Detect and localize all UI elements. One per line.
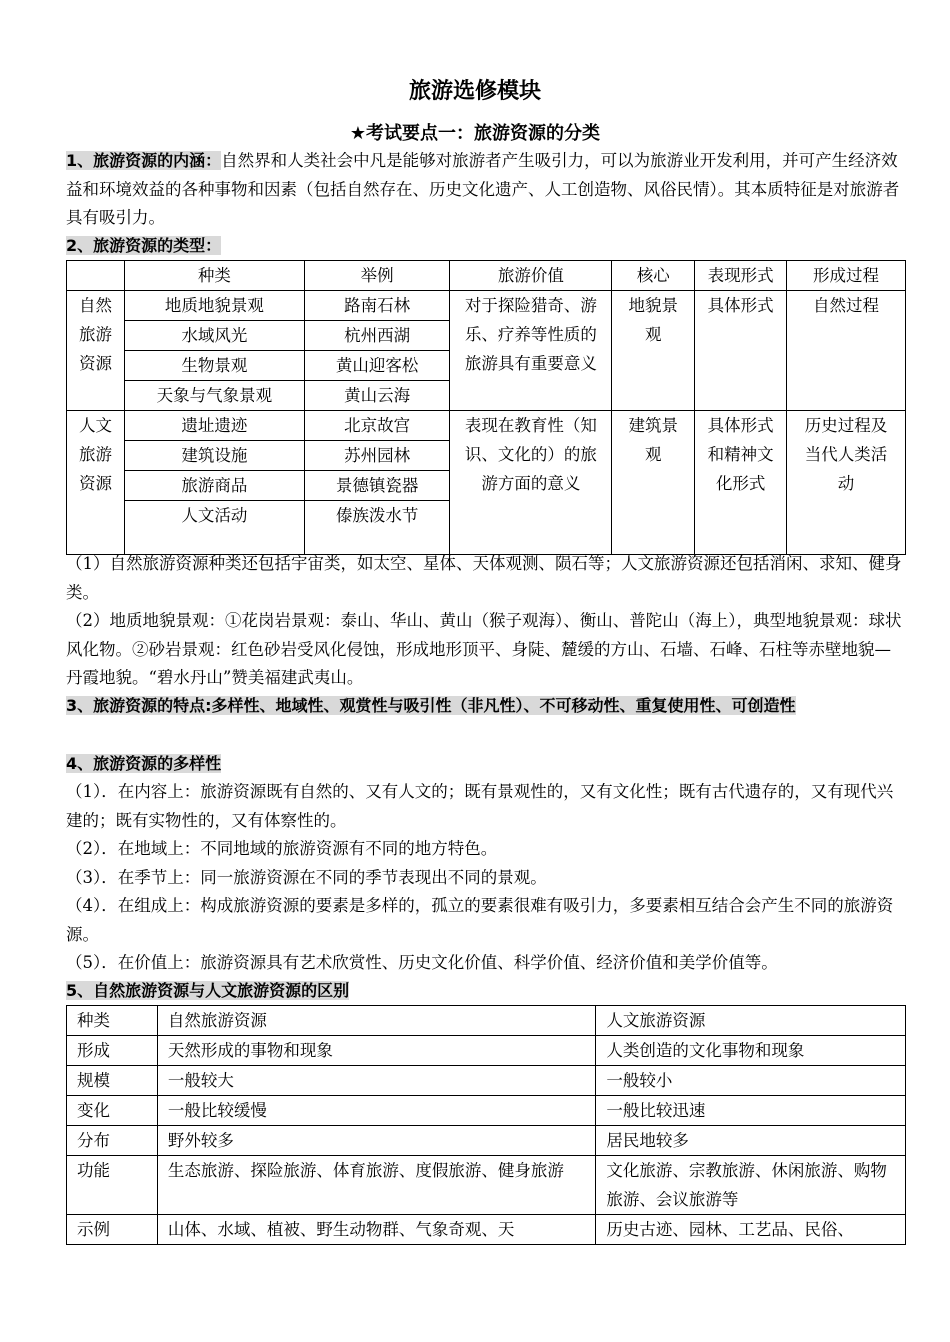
natural-cell: 自然旅游资源 bbox=[157, 1006, 595, 1036]
row-label-cell: 功能 bbox=[67, 1156, 158, 1215]
natural-cell: 天然形成的事物和现象 bbox=[157, 1036, 595, 1066]
section-2-heading-line bbox=[66, 232, 906, 261]
section-3 bbox=[66, 692, 906, 721]
table-row bbox=[67, 411, 906, 441]
kind-cell: 旅游商品 bbox=[124, 471, 304, 501]
row-label-cell: 分布 bbox=[67, 1126, 158, 1156]
resource-type-table bbox=[66, 260, 906, 555]
human-cell: 文化旅游、宗教旅游、休闲旅游、购物旅游、会议旅游等 bbox=[596, 1156, 906, 1215]
table-row bbox=[67, 1156, 906, 1215]
example-cell: 苏州园林 bbox=[304, 441, 450, 471]
section-1-heading: 1、旅游资源的内涵： bbox=[66, 151, 222, 170]
section-5-heading: 5、自然旅游资源与人文旅游资源的区别 bbox=[66, 981, 350, 1000]
kind-cell: 人文活动 bbox=[124, 501, 304, 555]
example-cell: 路南石林 bbox=[304, 291, 450, 321]
example-cell: 北京故宫 bbox=[304, 411, 450, 441]
note-1: （1）自然旅游资源种类还包括宇宙类，如太空、星体、天体观测、陨石等；人文旅游资源还包括消闲、求知、健身类。 bbox=[66, 554, 902, 602]
core-cell: 建筑景观 bbox=[612, 411, 695, 555]
page-title: 旅游选修模块 bbox=[408, 79, 541, 104]
table-row bbox=[67, 1066, 906, 1096]
natural-cell: 野外较多 bbox=[157, 1126, 595, 1156]
row-label-cell: 规模 bbox=[67, 1066, 158, 1096]
form-cell: 具体形式和精神文化形式 bbox=[695, 411, 787, 555]
section-4-heading-line bbox=[66, 750, 906, 779]
table-header-row bbox=[67, 261, 906, 291]
header-cell: 核心 bbox=[612, 261, 695, 291]
row-label-cell: 变化 bbox=[67, 1096, 158, 1126]
example-cell: 黄山云海 bbox=[304, 381, 450, 411]
kind-cell: 遗址遗迹 bbox=[124, 411, 304, 441]
row-label-cell: 种类 bbox=[67, 1006, 158, 1036]
header-cell-empty bbox=[67, 261, 125, 291]
row-label-cell: 形成 bbox=[67, 1036, 158, 1066]
human-cell: 历史古迹、园林、工艺品、民俗、 bbox=[596, 1215, 906, 1245]
diversity-item: （1）．在内容上：旅游资源既有自然的、又有人文的；既有景观性的，又有文化性；既有古代遗存的，又有现代兴建的；既有实物性的，又有体察性的。 bbox=[66, 782, 894, 830]
kind-cell: 天象与气象景观 bbox=[124, 381, 304, 411]
section-5-heading-line bbox=[66, 977, 906, 1006]
diversity-item: （2）．在地域上：不同地域的旅游资源有不同的地方特色。 bbox=[66, 839, 498, 858]
natural-cell: 山体、水域、植被、野生动物群、气象奇观、天 bbox=[157, 1215, 595, 1245]
human-cell: 人文旅游资源 bbox=[596, 1006, 906, 1036]
value-cell: 表现在教育性（知识、文化的）的旅游方面的意义 bbox=[450, 411, 612, 555]
note-2: （2）地质地貌景观：①花岗岩景观：泰山、华山、黄山（猴子观海）、衡山、普陀山（海上），典型地貌景观：球状风化物。②砂岩景观：红色砂岩受风化侵蚀，形成地形顶平、身陡、麓缓的方山、石墙、石峰、石柱等赤壁地貌—丹霞地貌。“碧水丹山”赞美福建武夷山。 bbox=[66, 611, 902, 687]
natural-cell: 一般比较缓慢 bbox=[157, 1096, 595, 1126]
process-cell: 自然过程 bbox=[787, 291, 906, 411]
kind-cell: 地质地貌景观 bbox=[124, 291, 304, 321]
table-row bbox=[67, 1006, 906, 1036]
example-cell: 杭州西湖 bbox=[304, 321, 450, 351]
diversity-item: （5）．在价值上：旅游资源具有艺术欣赏性、历史文化价值、科学价值、经济价值和美学价值等。 bbox=[66, 953, 778, 972]
page-subtitle: ★考试要点一：旅游资源的分类 bbox=[349, 123, 601, 144]
kind-cell: 建筑设施 bbox=[124, 441, 304, 471]
comparison-table bbox=[66, 1005, 906, 1245]
section-2-heading: 2、旅游资源的类型： bbox=[66, 236, 222, 255]
header-cell: 举例 bbox=[304, 261, 450, 291]
section-1-text: 自然界和人类社会中凡是能够对旅游者产生吸引力，可以为旅游业开发利用，并可产生经济效益和环境效益的各种事物和因素（包括自然存在、历史文化遗产、人工创造物、风俗民情）。其本质特征是对旅游者具有吸引力。 bbox=[66, 151, 900, 227]
header-cell: 种类 bbox=[124, 261, 304, 291]
table-row bbox=[67, 1215, 906, 1245]
table-row bbox=[67, 1096, 906, 1126]
table-row bbox=[67, 1036, 906, 1066]
natural-cell: 一般较大 bbox=[157, 1066, 595, 1096]
example-cell: 黄山迎客松 bbox=[304, 351, 450, 381]
example-cell: 傣族泼水节 bbox=[304, 501, 450, 555]
human-cell: 一般比较迅速 bbox=[596, 1096, 906, 1126]
kind-cell: 生物景观 bbox=[124, 351, 304, 381]
human-category-cell: 人文旅游资源 bbox=[67, 411, 125, 555]
core-cell: 地貌景观 bbox=[612, 291, 695, 411]
header-cell: 表现形式 bbox=[695, 261, 787, 291]
natural-category-cell: 自然旅游资源 bbox=[67, 291, 125, 411]
example-cell: 景德镇瓷器 bbox=[304, 471, 450, 501]
form-cell: 具体形式 bbox=[695, 291, 787, 411]
natural-cell: 生态旅游、探险旅游、体育旅游、度假旅游、健身旅游 bbox=[157, 1156, 595, 1215]
process-cell: 历史过程及当代人类活动 bbox=[787, 411, 906, 555]
header-cell: 形成过程 bbox=[787, 261, 906, 291]
row-label-cell: 示例 bbox=[67, 1215, 158, 1245]
human-cell: 人类创造的文化事物和现象 bbox=[596, 1036, 906, 1066]
header-cell: 旅游价值 bbox=[450, 261, 612, 291]
section-3-heading: 3、旅游资源的特点:多样性、地域性、观赏性与吸引性（非凡性）、不可移动性、重复使用性、可创造性 bbox=[66, 696, 796, 715]
human-cell: 一般较小 bbox=[596, 1066, 906, 1096]
value-cell: 对于探险猎奇、游乐、疗养等性质的旅游具有重要意义 bbox=[450, 291, 612, 411]
table-row bbox=[67, 291, 906, 321]
diversity-item: （4）．在组成上：构成旅游资源的要素是多样的，孤立的要素很难有吸引力，多要素相互结合会产生不同的旅游资源。 bbox=[66, 896, 894, 944]
human-cell: 居民地较多 bbox=[596, 1126, 906, 1156]
diversity-item: （3）．在季节上：同一旅游资源在不同的季节表现出不同的景观。 bbox=[66, 868, 547, 887]
section-4-heading: 4、旅游资源的多样性 bbox=[66, 754, 222, 773]
kind-cell: 水域风光 bbox=[124, 321, 304, 351]
section-1 bbox=[66, 147, 906, 233]
table-row bbox=[67, 1126, 906, 1156]
